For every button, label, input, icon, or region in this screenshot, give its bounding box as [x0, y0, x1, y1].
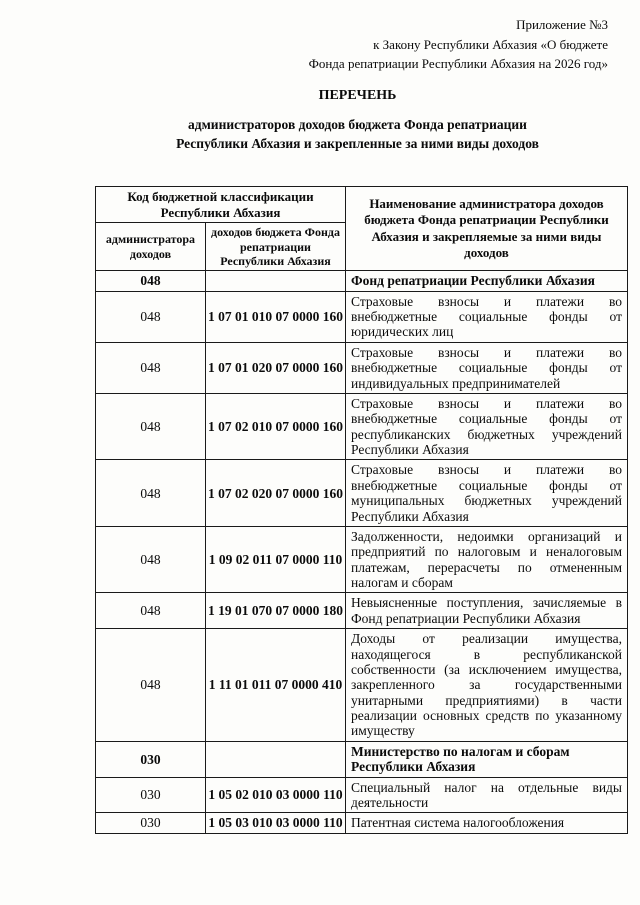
- classification-code-group-header: Код бюджетной классификации Республики Абхазия: [96, 187, 346, 223]
- revenue-type-cell: Невыясненные поступления, зачисляемые в Фонд репатриации Республики Абхазия: [346, 593, 628, 629]
- table-row: [96, 393, 628, 460]
- section-header-row: [96, 741, 628, 777]
- appendix-line: к Закону Республики Абхазия «О бюджете: [373, 36, 608, 52]
- section-header-row: [96, 271, 628, 291]
- budget-code-header: доходов бюджета Фонда репатриации Республики Абхазия: [206, 223, 346, 271]
- administrator-code-cell: 048: [96, 291, 206, 342]
- revenue-type-cell: Страховые взносы и платежи во внебюджетные социальные фонды от индивидуальных предпринимателей: [346, 342, 628, 393]
- administrator-name-header: Наименование администратора доходов бюджета Фонда репатриации Республики Абхазия и закрепляемые за ними виды доходов: [346, 187, 628, 271]
- revenue-type-cell: Страховые взносы и платежи во внебюджетные социальные фонды от муниципальных бюджетных учреждений Республики Абхазия: [346, 460, 628, 527]
- administrator-code-cell: 048: [96, 271, 206, 291]
- classification-code-cell: [206, 271, 346, 291]
- table-body: [96, 271, 628, 833]
- appendix-reference: [309, 15, 608, 74]
- classification-code-cell: 1 07 01 020 07 0000 160: [206, 342, 346, 393]
- appendix-line: Приложение №3: [516, 17, 608, 32]
- administrator-code-cell: 048: [96, 526, 206, 593]
- classification-code-cell: [206, 741, 346, 777]
- table-row: [96, 291, 628, 342]
- revenue-type-cell: Страховые взносы и платежи во внебюджетные социальные фонды от юридических лиц: [346, 291, 628, 342]
- administrator-code-cell: 048: [96, 629, 206, 742]
- classification-code-cell: 1 19 01 070 07 0000 180: [206, 593, 346, 629]
- administrator-code-cell: 030: [96, 777, 206, 813]
- subtitle-line: администраторов доходов бюджета Фонда репатриации: [188, 117, 527, 132]
- subtitle-line: Республики Абхазия и закрепленные за ними виды доходов: [176, 135, 539, 151]
- table-header: [96, 187, 628, 271]
- appendix-line: Фонда репатриации Республики Абхазия на 2026 год»: [308, 56, 608, 71]
- revenue-type-cell: Министерство по налогам и сборам Республики Абхазия: [346, 741, 628, 777]
- administrator-code-cell: 048: [96, 460, 206, 527]
- revenue-type-cell: Патентная система налогообложения: [346, 813, 628, 833]
- classification-code-cell: 1 05 02 010 03 0000 110: [206, 777, 346, 813]
- administrator-code-cell: 048: [96, 593, 206, 629]
- revenue-type-cell: Специальный налог на отдельные виды деятельности: [346, 777, 628, 813]
- header-row-group: [96, 187, 628, 223]
- revenue-type-cell: Задолженности, недоимки организаций и предприятий по налоговым и неналоговым платежам, перерасчеты по отмененным налогам и сборам: [346, 526, 628, 593]
- classification-code-cell: 1 07 02 010 07 0000 160: [206, 393, 346, 460]
- administrator-code-cell: 030: [96, 741, 206, 777]
- document-title: ПЕРЕЧЕНЬ: [318, 88, 397, 103]
- revenue-type-cell: Фонд репатриации Республики Абхазия: [346, 271, 628, 291]
- classification-code-cell: 1 07 01 010 07 0000 160: [206, 291, 346, 342]
- document-subtitle: [75, 116, 640, 154]
- table-row: [96, 593, 628, 629]
- revenue-type-cell: Страховые взносы и платежи во внебюджетные социальные фонды от республиканских бюджетных учреждений Республики Абхазия: [346, 393, 628, 460]
- classification-code-cell: 1 05 03 010 03 0000 110: [206, 813, 346, 833]
- revenue-administrators-table: [95, 186, 628, 834]
- table-row: [96, 342, 628, 393]
- classification-code-cell: 1 09 02 011 07 0000 110: [206, 526, 346, 593]
- administrator-code-cell: 048: [96, 342, 206, 393]
- administrator-code-header: администратора доходов: [96, 223, 206, 271]
- table-row: [96, 777, 628, 813]
- revenue-type-cell: Доходы от реализации имущества, находящегося в республиканской собственности (за исключением имущества, закрепленного за государственными унитарными предприятиями) в части реализации основных средств по указанному имуществу: [346, 629, 628, 742]
- table-row: [96, 526, 628, 593]
- table-row: [96, 629, 628, 742]
- table-row: [96, 460, 628, 527]
- administrator-code-cell: 030: [96, 813, 206, 833]
- classification-code-cell: 1 07 02 020 07 0000 160: [206, 460, 346, 527]
- table-row: [96, 813, 628, 833]
- classification-code-cell: 1 11 01 011 07 0000 410: [206, 629, 346, 742]
- administrator-code-cell: 048: [96, 393, 206, 460]
